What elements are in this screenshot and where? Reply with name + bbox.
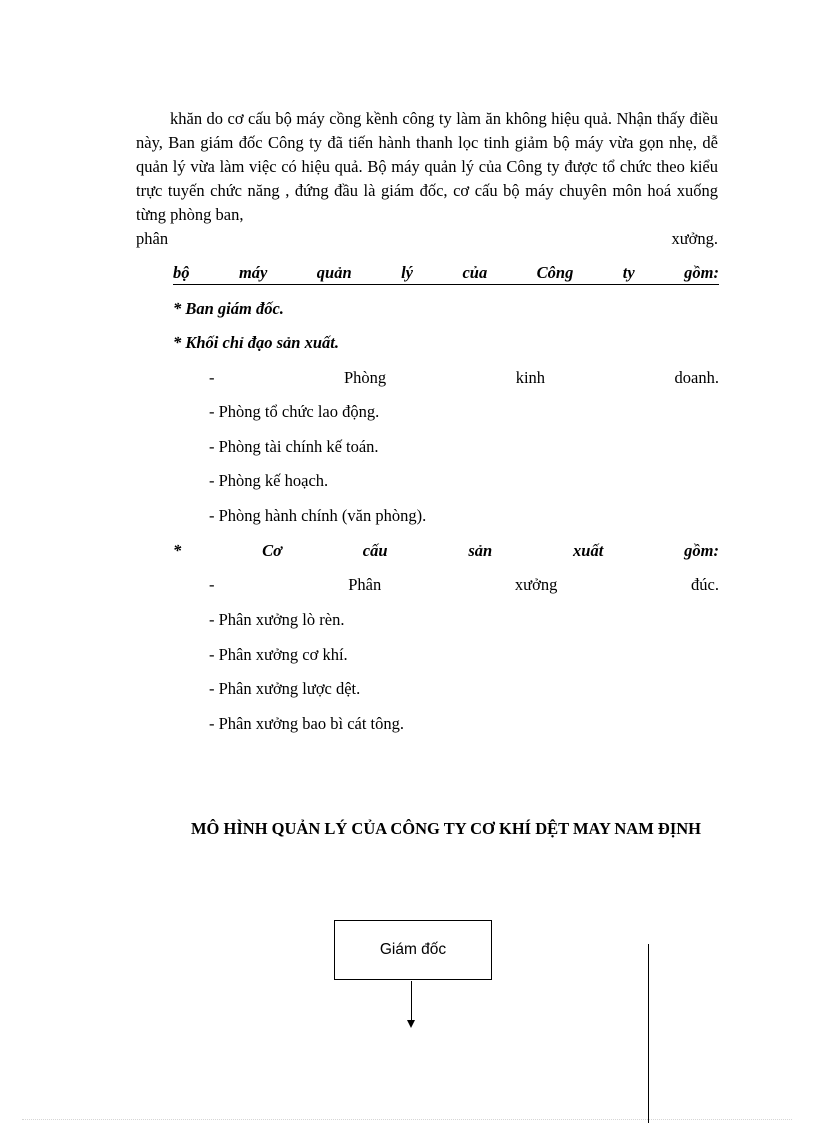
- word: đúc.: [691, 575, 719, 594]
- department-item: - Phòng tài chính kế toán.: [209, 437, 379, 456]
- word: xưởng.: [671, 229, 718, 248]
- workshop-item: - Phân xưởng cơ khí.: [209, 645, 348, 664]
- word: xưởng: [514, 575, 558, 594]
- word: Phòng: [344, 368, 387, 387]
- production-management-heading: * Khối chỉ đạo sản xuất.: [173, 333, 339, 352]
- workshop-item: - Phân xưởng lược dệt.: [209, 679, 361, 698]
- production-structure-heading: [173, 539, 719, 563]
- department-item: - Phòng kế hoạch.: [209, 471, 329, 490]
- workshop-item-casting: [209, 573, 719, 597]
- vertical-connector-line: [648, 944, 649, 1123]
- director-box: [334, 920, 492, 980]
- connector-line: [411, 981, 412, 1021]
- word: -: [209, 575, 215, 594]
- word: ty: [622, 263, 635, 282]
- word: gồm:: [684, 541, 719, 560]
- page-bottom-edge: [22, 1119, 792, 1120]
- word: bộ: [173, 263, 190, 282]
- word: máy: [238, 263, 268, 282]
- department-item: - Phòng tổ chức lao động.: [209, 402, 380, 421]
- word: kinh: [515, 368, 546, 387]
- word: -: [209, 368, 215, 387]
- word: lý: [401, 263, 414, 282]
- diagram-title: MÔ HÌNH QUẢN LÝ CỦA CÔNG TY CƠ KHÍ DỆT MAY NAM ĐỊNH: [190, 819, 701, 838]
- word: Công: [536, 263, 574, 282]
- workshop-item: - Phân xưởng lò rèn.: [209, 610, 345, 629]
- structure-heading: [173, 262, 719, 285]
- director-box-label: Giám đốc: [379, 941, 447, 958]
- word: sản: [468, 541, 493, 560]
- department-item-sales: [209, 366, 719, 390]
- word: doanh.: [674, 368, 719, 387]
- word: *: [173, 541, 182, 560]
- word: Cơ: [262, 541, 282, 560]
- word: xuất: [573, 541, 604, 560]
- word: cấu: [362, 541, 388, 560]
- department-item: - Phòng hành chính (văn phòng).: [209, 506, 427, 525]
- word: Phân: [348, 575, 382, 594]
- intro-paragraph: [136, 107, 718, 227]
- word: phân: [136, 229, 169, 248]
- board-of-directors-heading: * Ban giám đốc.: [173, 299, 284, 318]
- word: quản: [316, 263, 352, 282]
- word: gồm:: [684, 263, 719, 282]
- workshop-item: - Phân xưởng bao bì cát tông.: [209, 714, 405, 733]
- word: của: [462, 263, 488, 282]
- intro-paragraph-text: khăn do cơ cấu bộ máy cồng kềnh công ty làm ăn không hiệu quả. Nhận thấy điều này, Ban giám đốc Công ty đã tiến hành thanh lọc tinh giảm bộ máy vừa gọn nhẹ, dễ quản lý vừa làm việc có hiệu quả. Bộ máy quản lý của Công ty được tổ chức theo kiểu trực tuyến chức năng , đứng đầu là giám đốc, cơ cấu bộ máy chuyên môn hoá xuống từng phòng ban,: [136, 109, 718, 224]
- intro-paragraph-last-line: [136, 227, 718, 251]
- arrow-down-icon: [407, 1020, 415, 1028]
